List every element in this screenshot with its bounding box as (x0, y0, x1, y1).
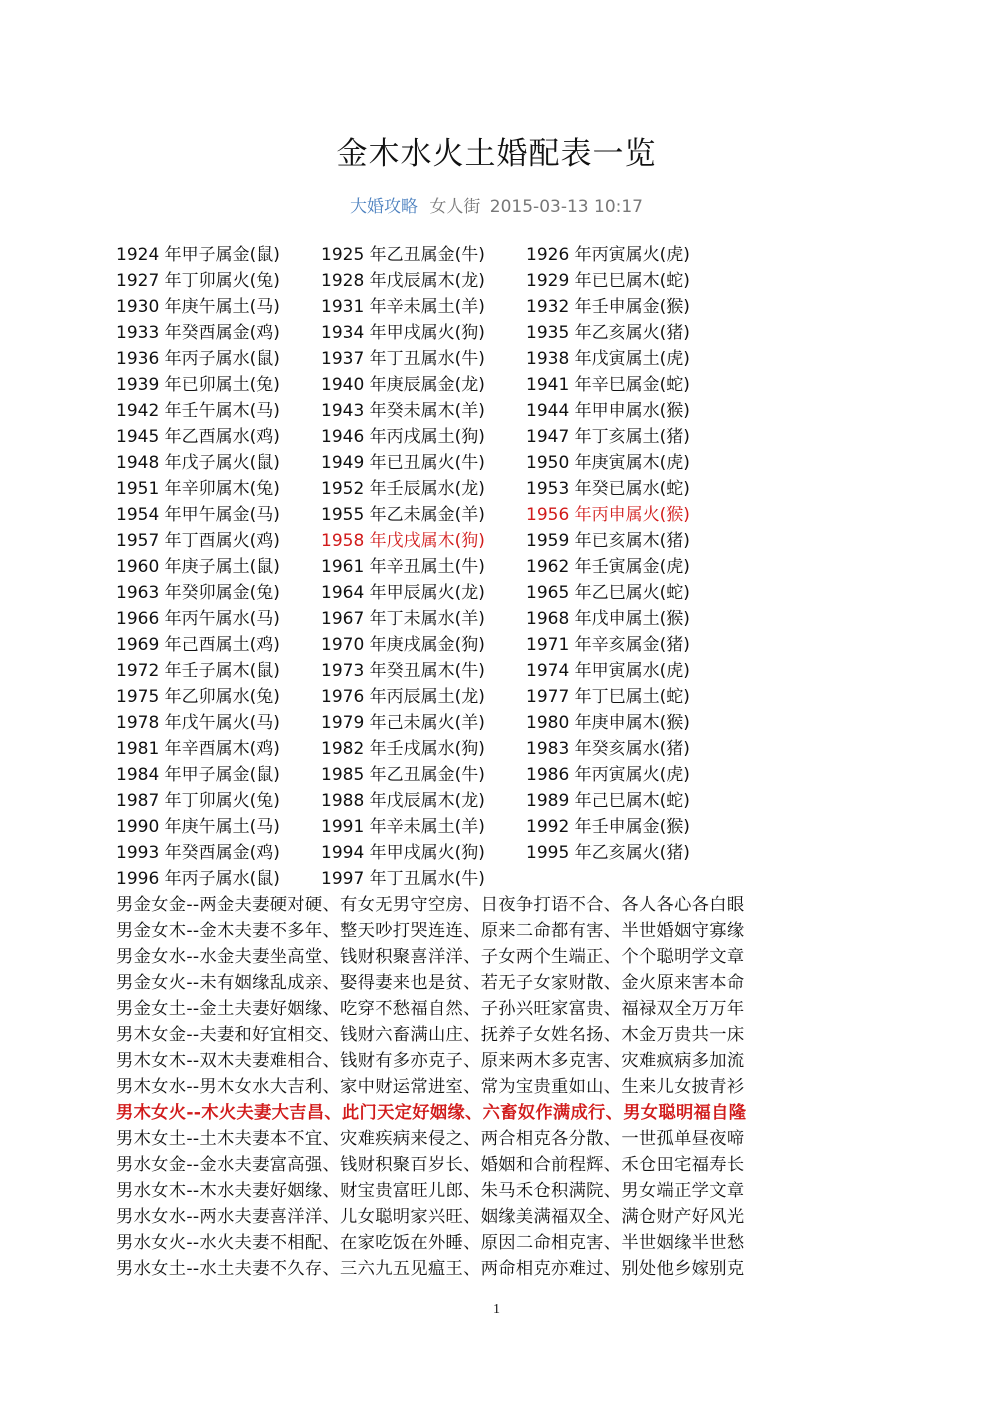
article-meta (0, 192, 993, 217)
year-entry: 1962 年壬寅属金(虎) (526, 557, 690, 577)
year-row (116, 320, 731, 346)
pairing-line: 男金女木--金木夫妻不多年、整天吵打哭连连、原来二命都有害、半世婚姻守寡缘 (116, 921, 745, 941)
year-entry: 1961 年辛丑属土(牛) (321, 557, 485, 577)
year-entry: 1945 年乙酉属水(鸡) (116, 427, 280, 447)
year-row (116, 346, 731, 372)
year-entry: 1960 年庚子属土(鼠) (116, 557, 280, 577)
year-entry: 1976 年丙辰属土(龙) (321, 687, 485, 707)
year-row (116, 762, 731, 788)
year-entry: 1974 年甲寅属水(虎) (526, 661, 690, 681)
year-row (116, 294, 731, 320)
year-row (116, 528, 731, 554)
year-entry: 1953 年癸已属水(蛇) (526, 479, 690, 499)
year-entry: 1936 年丙子属水(鼠) (116, 349, 280, 369)
pairing-line: 男木女土--土木夫妻本不宜、灾难疾病来侵之、两合相克各分散、一世孤单昼夜啼 (116, 1129, 745, 1149)
pairing-line: 男金女水--水金夫妻坐高堂、钱财积聚喜洋洋、子女两个生端正、个个聪明学文章 (116, 947, 745, 967)
year-entry: 1939 年已卯属土(兔) (116, 375, 280, 395)
year-row (116, 242, 731, 268)
year-row (116, 684, 731, 710)
year-entry: 1952 年壬辰属水(龙) (321, 479, 485, 499)
year-entry: 1968 年戊申属土(猴) (526, 609, 690, 629)
year-entry: 1995 年乙亥属火(猪) (526, 843, 690, 863)
year-entry: 1966 年丙午属水(马) (116, 609, 280, 629)
page-number: 1 (493, 1302, 500, 1317)
year-element-table (116, 242, 731, 892)
year-entry: 1955 年乙未属金(羊) (321, 505, 485, 525)
pairing-line: 男木女水--男木女水大吉利、家中财运常进室、常为宝贵重如山、生来儿女披青衫 (116, 1077, 745, 1097)
year-entry: 1930 年庚午属土(马) (116, 297, 280, 317)
year-entry: 1970 年庚戌属金(狗) (321, 635, 485, 655)
year-entry: 1992 年壬申属金(猴) (526, 817, 690, 837)
year-entry: 1997 年丁丑属水(牛) (321, 869, 485, 889)
author-name: 女人街 (429, 197, 481, 217)
year-row (116, 866, 731, 892)
year-entry: 1971 年辛亥属金(猪) (526, 635, 690, 655)
pairing-line: 男水女木--木水夫妻好姻缘、财宝贵富旺儿郎、朱马禾仓积满院、男女端正学文章 (116, 1181, 745, 1201)
source-link[interactable]: 大婚攻略 (349, 197, 418, 217)
year-entry: 1958 年戊戌属木(狗) (321, 531, 485, 551)
pairing-line: 男木女木--双木夫妻难相合、钱财有多亦克子、原来两木多克害、灾难疯病多加流 (116, 1051, 745, 1071)
year-entry: 1938 年戊寅属土(虎) (526, 349, 690, 369)
year-entry: 1928 年戊辰属木(龙) (321, 271, 485, 291)
pairing-line: 男水女火--水火夫妻不相配、在家吃饭在外睡、原因二命相克害、半世姻缘半世愁 (116, 1233, 745, 1253)
year-entry: 1984 年甲子属金(鼠) (116, 765, 280, 785)
year-entry: 1979 年己未属火(羊) (321, 713, 485, 733)
year-entry: 1990 年庚午属土(马) (116, 817, 280, 837)
year-entry: 1950 年庚寅属木(虎) (526, 453, 690, 473)
publish-datetime: 2015-03-13 10:17 (489, 197, 643, 217)
year-row (116, 502, 731, 528)
year-entry: 1964 年甲辰属火(龙) (321, 583, 485, 603)
year-entry: 1940 年庚辰属金(龙) (321, 375, 485, 395)
year-entry: 1975 年乙卯属水(兔) (116, 687, 280, 707)
year-entry: 1985 年乙丑属金(牛) (321, 765, 485, 785)
year-entry: 1949 年已丑属火(牛) (321, 453, 485, 473)
pairing-line: 男水女水--两水夫妻喜洋洋、儿女聪明家兴旺、姻缘美满福双全、满仓财产好风光 (116, 1207, 745, 1227)
year-entry: 1969 年己酉属土(鸡) (116, 635, 280, 655)
year-entry: 1965 年乙巳属火(蛇) (526, 583, 690, 603)
year-entry: 1991 年辛未属土(羊) (321, 817, 485, 837)
year-entry: 1977 年丁巳属土(蛇) (526, 687, 690, 707)
year-entry: 1937 年丁丑属水(牛) (321, 349, 485, 369)
year-row (116, 632, 731, 658)
pairing-line: 男金女火--未有姻缘乱成亲、娶得妻来也是贫、若无子女家财散、金火原来害本命 (116, 973, 745, 993)
year-entry: 1926 年丙寅属火(虎) (526, 245, 690, 265)
year-entry: 1931 年辛未属土(羊) (321, 297, 485, 317)
pairing-list (116, 892, 856, 1282)
year-row (116, 450, 731, 476)
year-entry: 1943 年癸未属木(羊) (321, 401, 485, 421)
year-entry: 1993 年癸酉属金(鸡) (116, 843, 280, 863)
year-entry: 1934 年甲戌属火(狗) (321, 323, 485, 343)
year-entry: 1951 年辛卯属木(兔) (116, 479, 280, 499)
year-entry: 1986 年丙寅属火(虎) (526, 765, 690, 785)
year-entry: 1989 年己巳属木(蛇) (526, 791, 690, 811)
year-entry: 1983 年癸亥属水(猪) (526, 739, 690, 759)
year-entry: 1972 年壬子属木(鼠) (116, 661, 280, 681)
year-entry: 1942 年壬午属木(马) (116, 401, 280, 421)
year-row (116, 710, 731, 736)
pairing-line: 男金女土--金土夫妻好姻缘、吃穿不愁福自然、子孙兴旺家富贵、福禄双全万万年 (116, 999, 745, 1019)
year-entry: 1987 年丁卯属火(兔) (116, 791, 280, 811)
year-entry: 1925 年乙丑属金(牛) (321, 245, 485, 265)
page-title: 金木水火土婚配表一览 (336, 136, 657, 172)
year-entry: 1963 年癸卯属金(兔) (116, 583, 280, 603)
year-entry: 1981 年辛酉属木(鸡) (116, 739, 280, 759)
year-entry: 1929 年已巳属木(蛇) (526, 271, 690, 291)
year-entry: 1973 年癸丑属木(牛) (321, 661, 485, 681)
year-entry: 1941 年辛巳属金(蛇) (526, 375, 690, 395)
year-entry: 1956 年丙申属火(猴) (526, 505, 690, 525)
pairing-line: 男水女金--金水夫妻富高强、钱财积聚百岁长、婚姻和合前程辉、禾仓田宅福寿长 (116, 1155, 745, 1175)
year-row (116, 736, 731, 762)
year-entry: 1935 年乙亥属火(猪) (526, 323, 690, 343)
year-entry: 1967 年丁未属水(羊) (321, 609, 485, 629)
year-row (116, 788, 731, 814)
year-row (116, 606, 731, 632)
year-row (116, 268, 731, 294)
year-entry: 1932 年壬申属金(猴) (526, 297, 690, 317)
year-entry: 1944 年甲申属水(猴) (526, 401, 690, 421)
year-entry: 1933 年癸酉属金(鸡) (116, 323, 280, 343)
year-row (116, 398, 731, 424)
year-row (116, 658, 731, 684)
year-entry: 1980 年庚申属木(猴) (526, 713, 690, 733)
year-entry: 1988 年戊辰属木(龙) (321, 791, 485, 811)
pairing-line: 男金女金--两金夫妻硬对硬、有女无男守空房、日夜争打语不合、各人各心各白眼 (116, 895, 745, 915)
year-row (116, 554, 731, 580)
year-entry: 1924 年甲子属金(鼠) (116, 245, 280, 265)
year-row (116, 476, 731, 502)
year-entry: 1946 年丙戌属土(狗) (321, 427, 485, 447)
year-entry: 1982 年壬戌属水(狗) (321, 739, 485, 759)
year-row (116, 424, 731, 450)
year-row (116, 580, 731, 606)
year-entry: 1927 年丁卯属火(兔) (116, 271, 280, 291)
pairing-line: 男木女火--木火夫妻大吉昌、此门天定好姻缘、六畜奴作满成行、男女聪明福自隆 (116, 1103, 747, 1123)
year-row (116, 372, 731, 398)
year-entry: 1957 年丁酉属火(鸡) (116, 531, 280, 551)
pairing-line: 男木女金--夫妻和好宜相交、钱财六畜满山庄、抚养子女姓名扬、木金万贵共一床 (116, 1025, 745, 1045)
year-entry: 1954 年甲午属金(马) (116, 505, 280, 525)
year-entry: 1978 年戊午属火(马) (116, 713, 280, 733)
year-entry: 1994 年甲戌属火(狗) (321, 843, 485, 863)
pairing-line: 男水女土--水土夫妻不久存、三六九五见瘟王、两命相克亦难过、别处他乡嫁别克 (116, 1259, 745, 1279)
year-entry: 1959 年已亥属木(猪) (526, 531, 690, 551)
year-row (116, 814, 731, 840)
year-entry: 1947 年丁亥属土(猪) (526, 427, 690, 447)
year-entry: 1996 年丙子属水(鼠) (116, 869, 280, 889)
year-row (116, 840, 731, 866)
year-entry: 1948 年戊子属火(鼠) (116, 453, 280, 473)
